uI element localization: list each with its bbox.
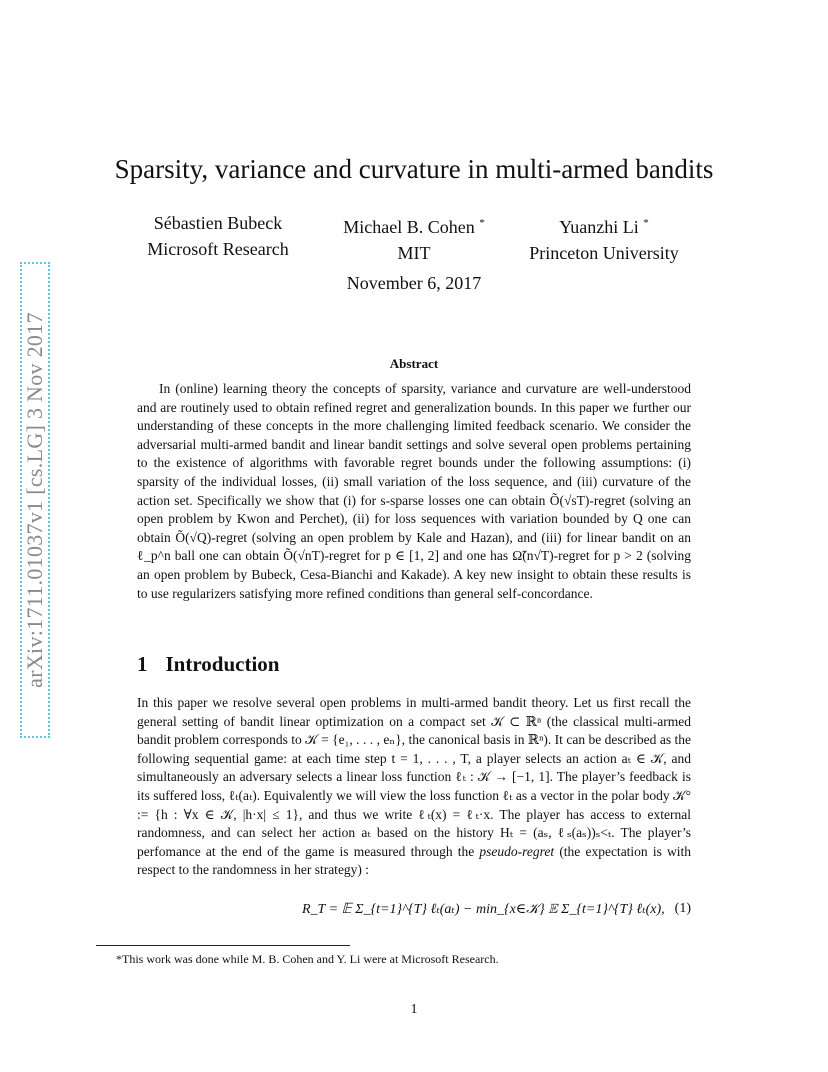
equation-number: (1) — [674, 901, 691, 916]
author-block — [494, 210, 714, 266]
author-affiliation: MIT — [397, 243, 431, 263]
author-name: Sébastien Bubeck — [153, 213, 283, 233]
paper-date: November 6, 2017 — [346, 273, 482, 293]
author-footnote-mark: * — [643, 217, 649, 229]
arxiv-identifier: arXiv:1711.01037v1 [cs.LG] 3 Nov 2017 — [22, 312, 47, 688]
intro-text-end: (the expectation is with respect to the randomness in her strategy) : — [137, 843, 692, 878]
arxiv-sidebar-stamp — [20, 262, 50, 738]
author-affiliation: Microsoft Research — [147, 239, 289, 259]
author-name: Michael B. Cohen — [343, 217, 475, 237]
section-heading — [137, 652, 279, 677]
footnote-text: *This work was done while M. B. Cohen and Y. Li were at Microsoft Research. — [116, 952, 499, 966]
abstract-text: In (online) learning theory the concepts of sparsity, variance and curvature are well-understood and are routinely used to obtain refined regret and generalization bounds. In this paper we further our understanding of these concepts in the more challenging limited feedback scenario. We consider the adversarial multi-armed bandit and linear bandit settings and solve several open problems pertaining to the existence of algorithms with favorable regret bounds under the following assumptions: (i) sparsity of the individual losses, (ii) small variation of the loss sequence, and (iii) curvature of the action set. Specifically we show that (i) for s-sparse losses one can obtain Õ(√sT)-regret (solving an open problem by Kwon and Perchet), (ii) for loss sequences with variation bounded by Q one can obtain Õ(√Q)-regret (solving an open problem by Kale and Hazan), and (iii) for linear bandit on an ℓ_p^n ball one can obtain Õ(√nT)-regret for p ∈ [1, 2] and one has Ω̃(n√T)-regret for p > 2 (solving an open problem by Bubeck, Cesa-Bianchi and Kakade). A key new insight to obtain these results is to use regularizers satisfying more refined conditions than general self-concordance. — [137, 381, 691, 601]
intro-emphasis: pseudo-regret — [479, 843, 555, 859]
paper-title: Sparsity, variance and curvature in multi-armed bandits — [114, 154, 714, 184]
section-title: Introduction — [165, 652, 280, 676]
author-footnote-mark: * — [479, 217, 485, 229]
page-number: 1 — [410, 1002, 418, 1017]
intro-paragraph — [137, 694, 691, 880]
equation-formula: R_T = 𝔼 Σ_{t=1}^{T} ℓₜ(aₜ) − min_{x∈𝒦} 𝔼 Σ_{t=1}^{T} ℓₜ(x), — [302, 902, 665, 917]
section-number: 1 — [137, 652, 148, 676]
intro-text: In this paper we resolve several open problems in multi-armed bandit theory. Let us first recall the general setting of bandit linear optimization on a compact set 𝒦 ⊂ ℝⁿ (the classical multi-armed bandit problem corresponds to 𝒦 = {e₁, . . . , eₙ}, the canonical basis in ℝⁿ). It can be described as the following sequential game: at each time step t = 1, . . . , T, a player selects an action aₜ ∈ 𝒦, and simultaneously an adversary selects a linear loss function ℓₜ : 𝒦 → [−1, 1]. The player’s feedback is its suffered loss, ℓₜ(aₜ). Equivalently we will view the loss function ℓₜ as a vector in the polar body 𝒦° := {h : ∀x ∈ 𝒦, |h·x| ≤ 1}, and thus we write ℓₜ(x) = ℓₜ·x. The player has access to external randomness, and can select her action aₜ based on the history Hₜ = (aₛ, ℓₛ(aₛ))ₛ<ₜ. The player’s perfomance at the end of the game is measured through the — [137, 695, 691, 859]
author-block — [108, 210, 328, 262]
display-equation — [137, 893, 691, 943]
footnote-rule — [96, 945, 350, 946]
abstract-heading: Abstract — [389, 356, 439, 371]
author-affiliation: Princeton University — [529, 243, 679, 263]
author-name: Yuanzhi Li — [559, 217, 639, 237]
author-block — [304, 210, 524, 266]
